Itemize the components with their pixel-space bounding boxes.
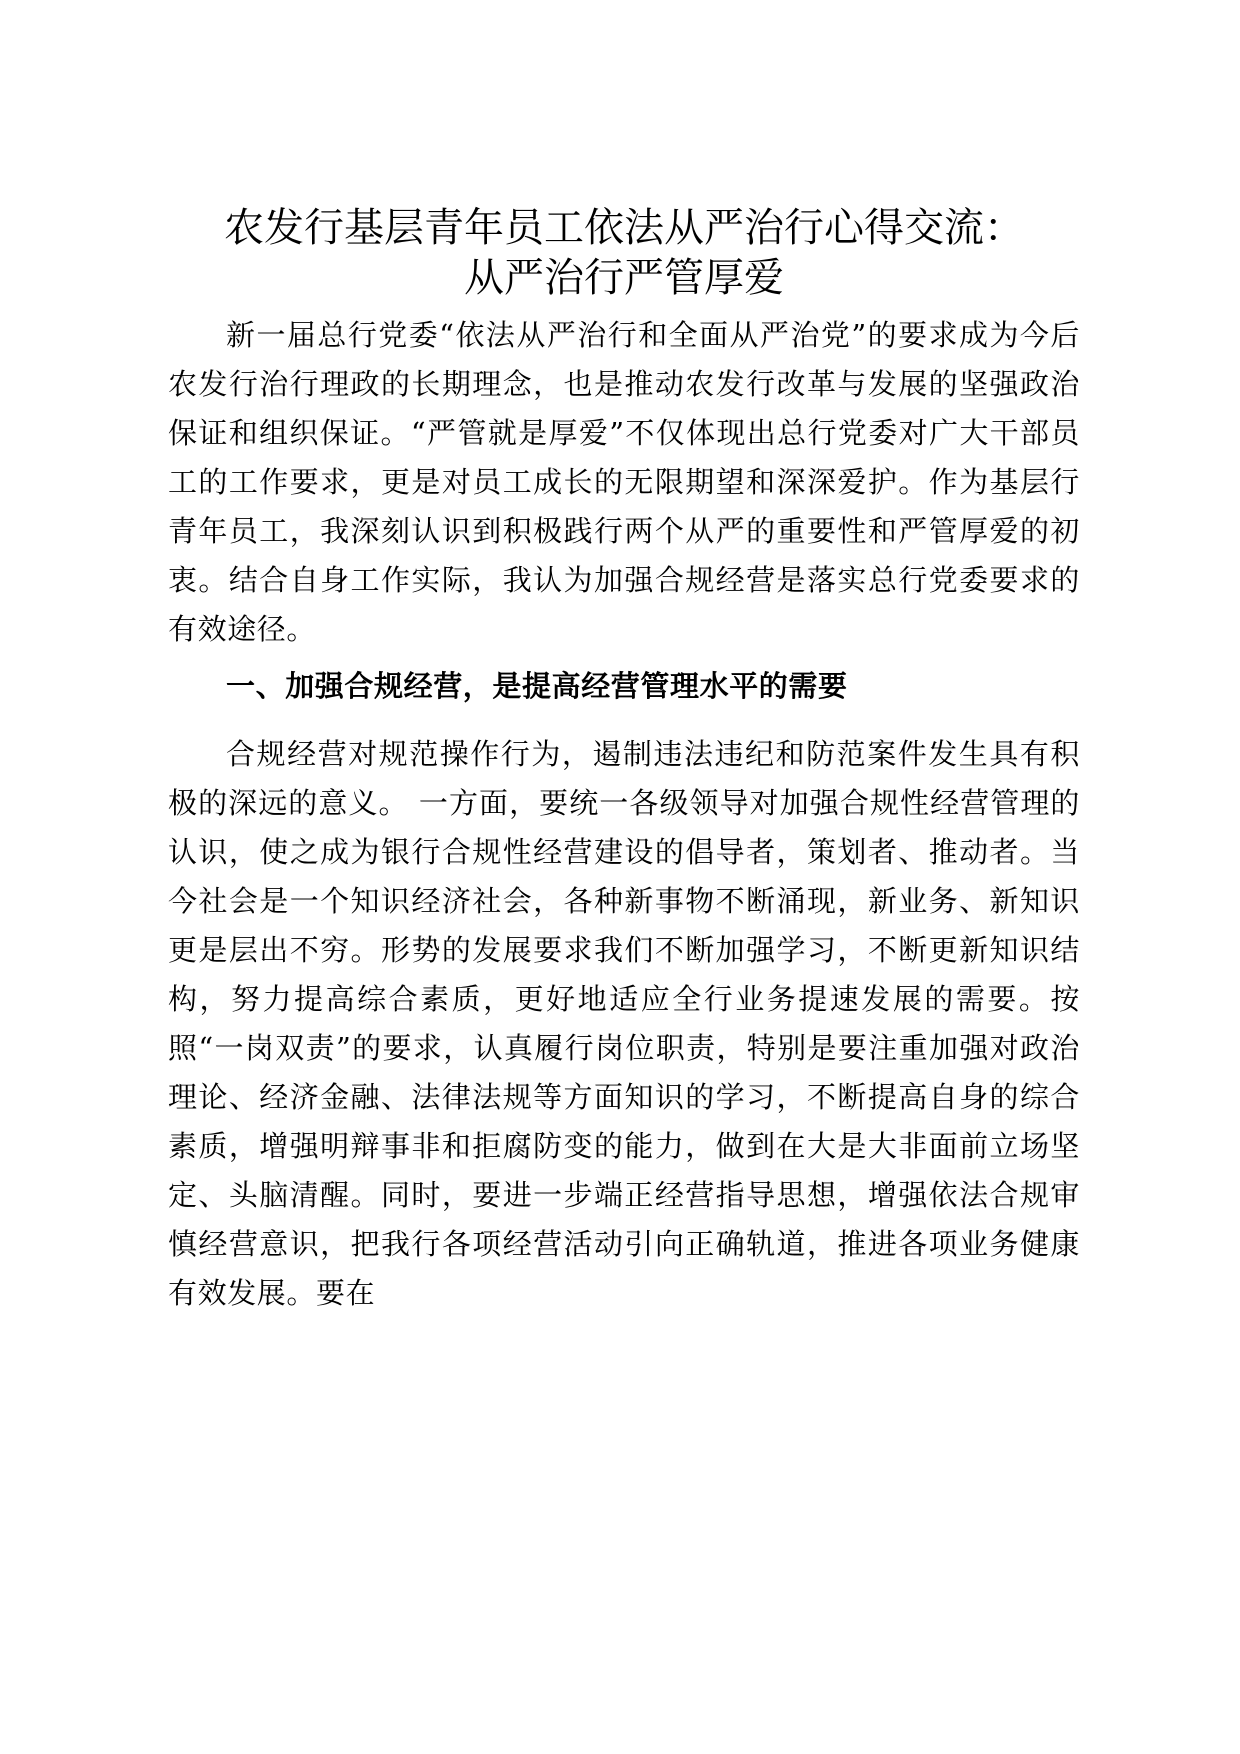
section-1-paragraph: 合规经营对规范操作行为，遏制违法违纪和防范案件发生具有积极的深远的意义。 一方面，要统一各级领导对加强合规性经营管理的认识，使之成为银行合规性经营建设的倡导者，策划者、推动者。当今社会是一个知识经济社会，各种新事物不断涌现，新业务、新知识更是层出不穷。形势的发展要求我们不断加强学习，不断更新知识结构，努力提高综合素质，更好地适应全行业务提速发展的需要。按照“一岗双责”的要求，认真履行岗位职责，特别是要注重加强对政治理论、经济金融、法律法规等方面知识的学习，不断提高自身的综合素质，增强明辩事非和拒腐防变的能力，做到在大是大非面前立场坚定、头脑清醒。同时，要进一步端正经营指导思想，增强依法合规审慎经营意识，把我行各项经营活动引向正确轨道，推进各项业务健康有效发展。要在 (168, 737, 1080, 1310)
document-title (168, 203, 1080, 303)
intro-paragraph: 新一届总行党委“依法从严治行和全面从严治党”的要求成为今后农发行治行理政的长期理念，也是推动农发行改革与发展的坚强政治保证和组织保证。“严管就是厚爱”不仅体现出总行党委对广大干部员工的工作要求，更是对员工成长的无限期望和深深爱护。作为基层行青年员工，我深刻认识到积极践行两个从严的重要性和严管厚爱的初衷。结合自身工作实际，我认为加强合规经营是落实总行党委要求的有效途径。 (168, 318, 1080, 646)
title-line-2: 从严治行严管厚爱 (464, 255, 784, 301)
section-heading-1: 一、加强合规经营，是提高经营管理水平的需要 (226, 669, 848, 703)
document-page (168, 203, 1080, 1318)
title-line-1: 农发行基层青年员工依法从严治行心得交流： (224, 205, 1024, 251)
